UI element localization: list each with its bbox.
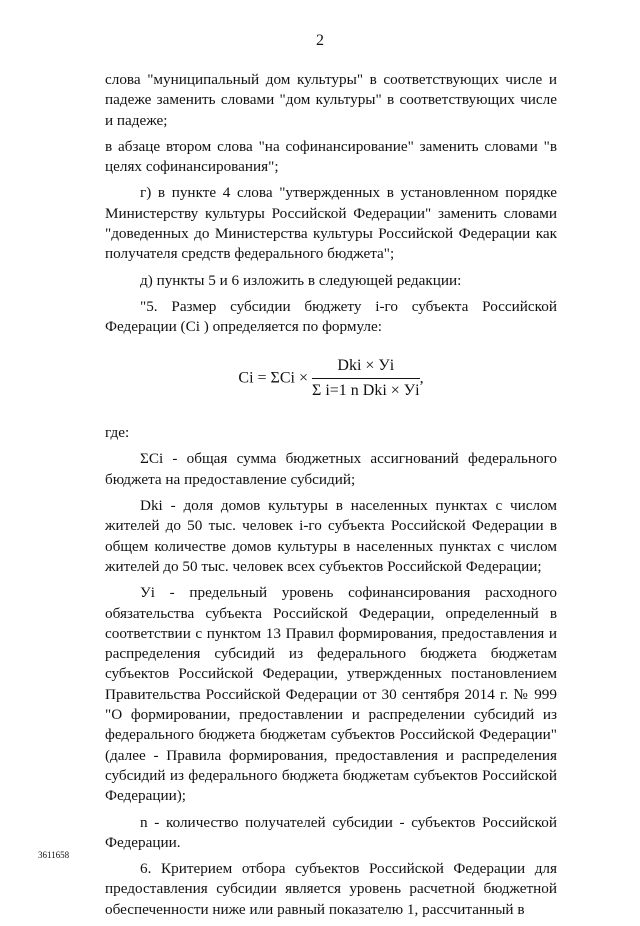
subsidy-formula [105,356,557,402]
definition-item: Уi - предельный уровень софинансирования расходного обязательства субъекта Российской Федерации, определенный в соответствии с пунктом 13 Правил формирования, предоставления и распределения субсидий из федерального бюджета бюджетам субъектов Российской Федерации, утвержденных постановлением Правительства Российской Федерации от 30 сентября 2014 г. № 999 "О формировании, предоставлении и распределении субсидий из федерального бюджета бюджетам субъектов Российской Федерации" (далее - Правила формирования, предоставления и распределения субсидий из федерального бюджета бюджетам субъектов Российской Федерации); [105,584,557,805]
paragraph: г) в пункте 4 слова "утвержденных в установленном порядке Министерству культуры Российской Федерации" заменить словами "доведенных до Министерства культуры Российской Федерации как получателя средств федерального бюджета"; [105,184,557,263]
formula-numerator: Dki × Уi [312,356,420,379]
paragraph: 6. Критерием отбора субъектов Российской Федерации для предоставления субсидии является уровень расчетной бюджетной обеспеченности ниже или равный показателю 1, рассчитанный в [105,860,557,918]
page-number: 2 [316,32,324,49]
definition-item: ΣCi - общая сумма бюджетных ассигнований федерального бюджета на предоставление субсидий; [105,450,557,488]
document-code: 3611658 [38,850,70,860]
document-body [105,70,557,926]
paragraph: д) пункты 5 и 6 изложить в следующей редакции: [140,271,462,289]
definition-item: Dki - доля домов культуры в населенных пунктах с числом жителей до 50 тыс. человек i-го субъекта Российской Федерации в общем количестве домов культуры в населенных пунктах с числом жителей до 50 тыс. человек всех субъектов Российской Федерации; [105,497,557,575]
definition-item: n - количество получателей субсидии - субъектов Российской Федерации. [105,813,557,851]
formula-denominator: Σ i=1 n Dki × Уi [312,381,420,399]
formula-fraction [312,356,420,402]
definition-intro: где: [105,424,130,442]
paragraph: слова "муниципальный дом культуры" в соответствующих числе и падеже заменить словами "дом культуры" в соответствующих числе и падеже; [105,71,557,129]
formula-lhs: Ci = ΣCi × [238,369,308,387]
formula-tail: , [419,369,424,387]
paragraph: в абзаце втором слова "на софинансирование" заменить словами "в целях софинансирования"; [105,137,557,176]
paragraph: "5. Размер субсидии бюджету i-го субъекта Российской Федерации (Ci ) определяется по формуле: [105,297,557,336]
